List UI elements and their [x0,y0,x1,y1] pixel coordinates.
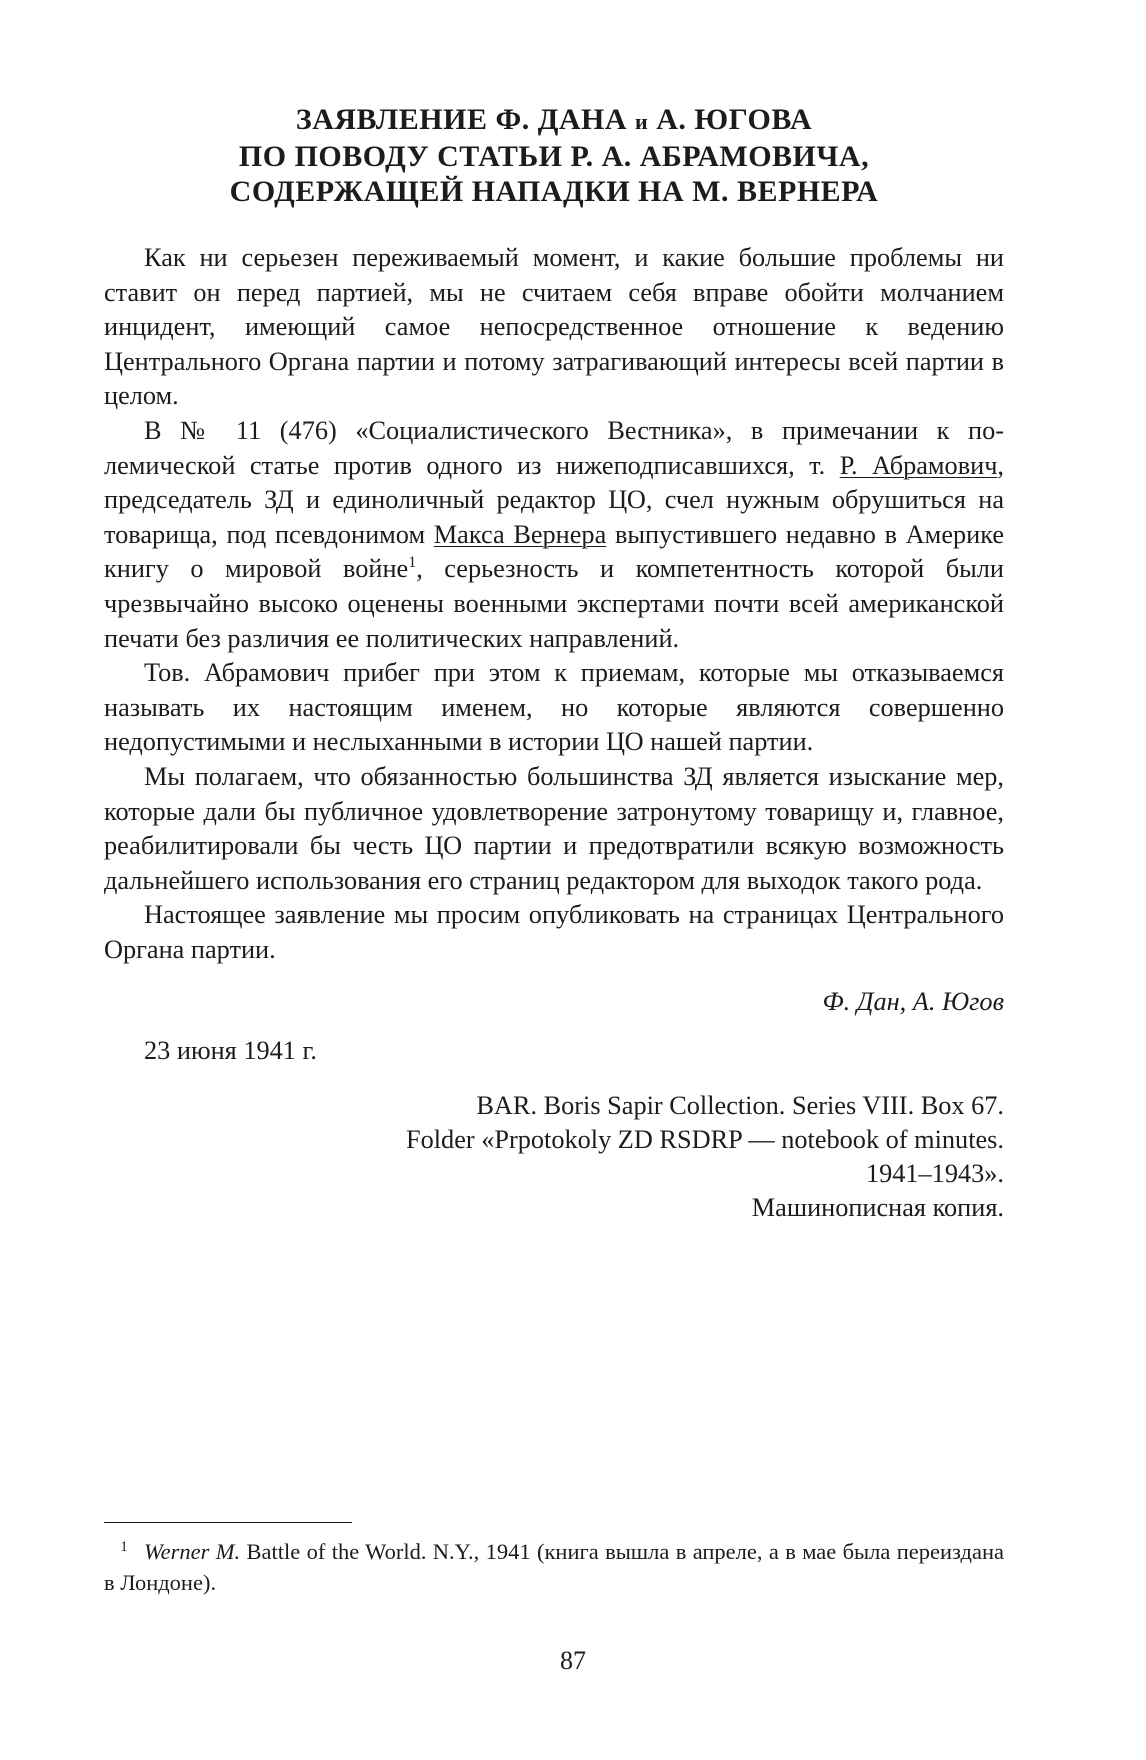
document-page [104,102,1004,1225]
paragraph-2-part-d: , серьезность и компетентность которой были чрезвычайно высоко оценены военными экспертами почти всей американской печати без различия ее политических направлений. [104,554,1004,653]
paragraph-4: Мы полагаем, что обязанностью большинства ЗД является изыскание мер, которые дали бы публичное удовлетворение затронутому товарищу и, главное, реабилитировали бы честь ЦО партии и предотвратили всякую возможность дальнейшего использования его страниц редактором для выходок такого рода. [104,761,1004,895]
source-line-2: Folder «Prpotokoly ZD RSDRP — notebook of minutes. [405,1124,1004,1154]
footnote-author: Werner M. [144,1539,241,1564]
paragraph-2-part-c: выпустившего недавно в Америке книгу о мировой войне [104,519,1005,584]
signature: Ф. Дан, А. Югов [822,987,1004,1017]
archival-source [104,1089,1004,1225]
title-line-1-conjunction: и [635,109,649,134]
source-line-4: Машинописная копия. [751,1192,1004,1222]
page-number: 87 [560,1646,586,1675]
paragraph-1: Как ни серьезен переживаемый момент, и какие большие проблемы ни ставит он перед партией, мы не считаем себя вправе обойти молчанием инцидент, имеющий самое непосредственное отношение к ведению Центрального Органа партии и потому затрагивающий интересы всей партии в целом. [104,243,1004,411]
paragraph-2-part-b: , председатель ЗД и единоличный редактор ЦО, счел нужным обрушиться на товарища, под псевдонимом [104,450,1004,549]
title-line-1 [104,102,1004,139]
source-line-3: 1941–1943». [865,1158,1004,1188]
title-line-1-part-a: ЗАЯВЛЕНИЕ Ф. ДАНА [295,103,628,136]
title-line-2: ПО ПОВОДУ СТАТЬИ Р. А. АБРАМОВИЧА, [238,140,870,173]
paragraph-2 [104,414,1004,656]
footnote-reference: 1 [408,554,417,572]
underlined-name-werner: Макса Вернера [433,519,607,549]
document-title [104,102,1004,209]
footnote: 1 Werner M. Battle of the World. N.Y., 1941 (книга вышла в апреле, а в мае была переиздана в Лондоне). [104,1538,1004,1595]
document-body [104,241,1004,967]
footnote-text: Battle of the World. N.Y., 1941 (книга вышла в апреле, а в мае была переиздана в Лондоне). [104,1539,1004,1595]
underlined-name-abramovich: Р. Абрамович [839,450,998,480]
paragraph-3: Тов. Абрамович прибег при этом к приемам, которые мы отказываемся называть их настоящим именем, но которые являются совершенно недопустимыми и неслыханными в истории ЦО нашей партии. [104,658,1004,757]
document-date: 23 июня 1941 г. [144,1036,317,1066]
title-line-3: СОДЕРЖАЩЕЙ НАПАДКИ НА М. ВЕРНЕРА [229,175,879,208]
paragraph-2-part-a: В № 11 (476) «Социалистического Вестника», в примечании к полемической статье против одного из нижеподписавшихся, т. [104,415,1004,480]
footnote-divider [104,1522,352,1523]
title-line-1-part-c: А. ЮГОВА [656,103,813,136]
source-line-1: BAR. Boris Sapir Collection. Series VIII. Box 67. [476,1090,1004,1120]
paragraph-5: Настоящее заявление мы просим опубликовать на страницах Центрального Органа партии. [104,900,1004,964]
